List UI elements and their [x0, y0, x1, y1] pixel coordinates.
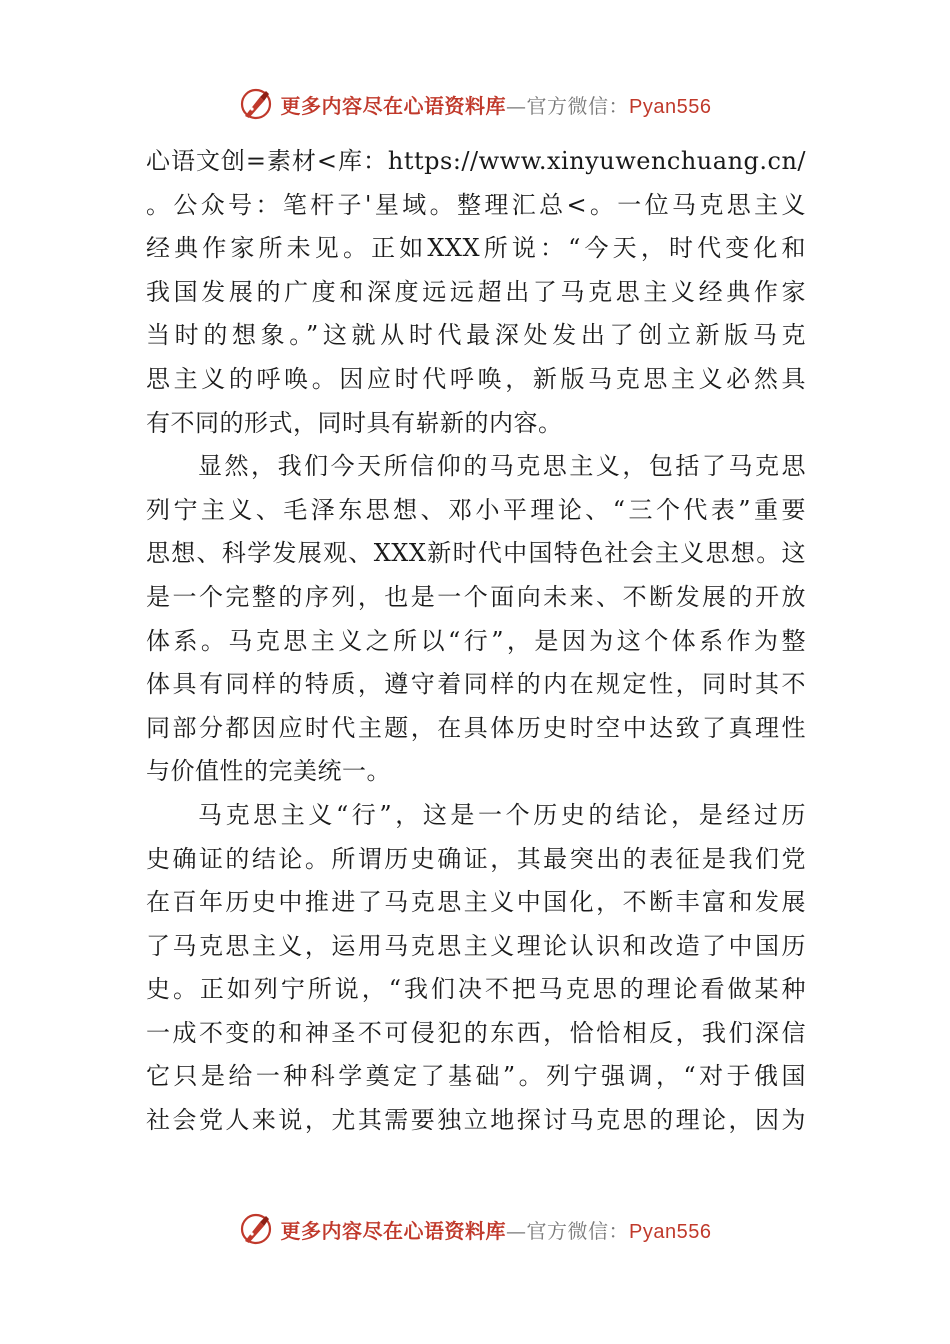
text-line: 了马克思主义，运用马克思主义理论认识和改造了中国历	[146, 931, 806, 960]
text-line: 。公众号：笔杆子'星域。整理汇总<。一位马克思主义	[146, 190, 806, 219]
banner-dash: —	[506, 93, 527, 118]
banner-wechat-id: Pyan556	[629, 95, 712, 118]
text-line: 马克思主义“行”，这是一个历史的结论，是经过历	[198, 800, 806, 829]
text-line: 与价值性的完美统一。	[146, 757, 391, 786]
text-line: 它只是给一种科学奠定了基础”。列宁强调，“对于俄国	[146, 1062, 806, 1091]
paragraph	[146, 140, 806, 445]
banner-wechat-label: 官方微信：	[526, 1218, 630, 1243]
banner-wechat-id: Pyan556	[629, 1220, 712, 1243]
text-line: 一成不变的和神圣不可侵犯的东西，恰恰相反，我们深信	[146, 1018, 806, 1047]
text-line: 有不同的形式，同时具有崭新的内容。	[146, 408, 563, 437]
text-line: 史确证的结论。所谓历史确证，其最突出的表征是我们党	[146, 844, 806, 873]
text-line: 体系。马克思主义之所以“行”，是因为这个体系作为整	[146, 626, 806, 655]
banner-dash: —	[506, 1218, 527, 1243]
banner-text	[281, 90, 712, 119]
text-line: 体具有同样的特质，遵守着同样的内在规定性，同时其不	[146, 670, 806, 699]
text-line: 我国发展的广度和深度远远超出了马克思主义经典作家	[146, 277, 806, 306]
pen-nib-circle-icon	[239, 1212, 273, 1246]
text-line: 同部分都因应时代主题，在具体历史时空中达致了真理性	[146, 713, 806, 742]
header-banner	[0, 82, 950, 126]
text-line: 经典作家所未见。正如XXX所说：“今天，时代变化和	[146, 234, 806, 263]
text-line: 思主义的呼唤。因应时代呼唤，新版马克思主义必然具	[146, 364, 806, 393]
banner-main-text: 更多内容尽在心语资料库	[280, 93, 507, 118]
text-line: 列宁主义、毛泽东思想、邓小平理论、“三个代表”重要	[146, 495, 806, 524]
text-line: 是一个完整的序列，也是一个面向未来、不断发展的开放	[146, 582, 806, 611]
text-line: 心语文创=素材<库：https://www.xinyuwenchuang.cn/	[146, 147, 806, 175]
document-body	[146, 140, 806, 1143]
banner-main-text: 更多内容尽在心语资料库	[280, 1218, 507, 1243]
paragraph	[146, 794, 806, 1143]
banner-text	[281, 1215, 712, 1244]
pen-nib-circle-icon	[239, 87, 273, 121]
banner-wechat-label: 官方微信：	[526, 93, 630, 118]
text-line: 显然，我们今天所信仰的马克思主义，包括了马克思	[198, 452, 806, 481]
paragraph	[146, 445, 806, 794]
text-line: 史。正如列宁所说，“我们决不把马克思的理论看做某种	[146, 975, 806, 1004]
footer-banner	[0, 1207, 950, 1251]
text-line: 当时的想象。”这就从时代最深处发出了创立新版马克	[146, 321, 806, 350]
text-line: 在百年历史中推进了马克思主义中国化，不断丰富和发展	[146, 888, 806, 917]
text-line: 社会党人来说，尤其需要独立地探讨马克思的理论，因为	[146, 1106, 806, 1135]
text-line: 思想、科学发展观、XXX新时代中国特色社会主义思想。这	[146, 539, 806, 568]
